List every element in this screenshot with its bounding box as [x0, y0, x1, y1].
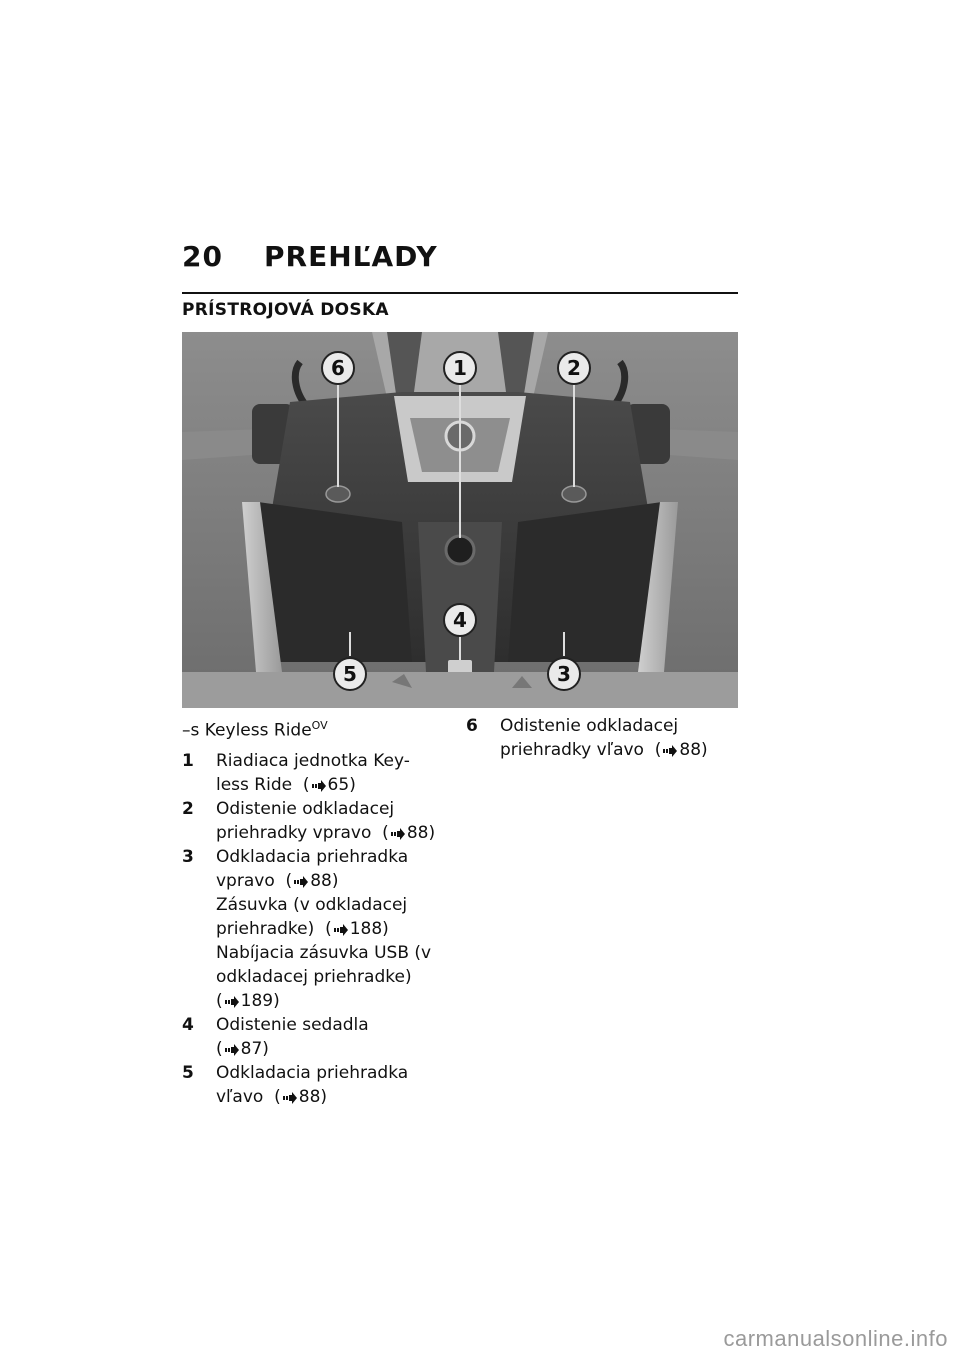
legend-item-6 — [466, 714, 746, 762]
arrow-right-icon — [334, 924, 348, 936]
item-text-line: Nabíjacia zásuvka USB (v — [216, 942, 432, 963]
page-reference[interactable]: ( 65) — [302, 774, 356, 795]
item-text-line: less Ride ( 65) — [216, 774, 356, 795]
page-reference[interactable]: ( 88) — [654, 740, 708, 760]
callout-4 — [444, 604, 476, 636]
svg-text:3: 3 — [557, 662, 571, 686]
page-reference-number: 88 — [298, 1086, 321, 1107]
arrow-right-icon — [225, 1044, 239, 1056]
page-reference-number: 87 — [240, 1038, 263, 1059]
arrow-right-icon — [663, 745, 677, 757]
dashboard-figure — [182, 332, 738, 708]
svg-text:4: 4 — [453, 608, 467, 632]
legend-item-2 — [182, 797, 452, 845]
legend-item-number: 4 — [182, 1014, 194, 1035]
page-reference[interactable]: ( 188) — [325, 918, 389, 939]
page-reference[interactable]: ( 87) — [216, 1038, 269, 1059]
legend-item-number: 6 — [466, 716, 478, 736]
item-text-line — [216, 1037, 452, 1061]
item-text-line: Riadiaca jednotka Key- — [216, 750, 410, 771]
svg-text:1: 1 — [453, 356, 467, 380]
page-reference[interactable]: ( 88) — [274, 1086, 328, 1107]
variant-line — [182, 714, 452, 743]
chapter-title: PREHĽADY — [264, 240, 438, 273]
page-reference[interactable]: ( 88) — [285, 870, 339, 891]
legend-left-column — [182, 714, 452, 1109]
item-text-line: priehradky vľavo ( 88) — [500, 740, 708, 760]
arrow-right-icon — [391, 828, 405, 840]
callout-1 — [444, 352, 476, 384]
page-reference-number: 88 — [310, 870, 332, 891]
arrow-right-icon — [283, 1092, 297, 1104]
page-reference[interactable]: ( 88) — [382, 822, 436, 843]
arrow-right-icon — [312, 780, 326, 792]
section-title: PRÍSTROJOVÁ DOSKA — [182, 300, 389, 320]
svg-text:6: 6 — [331, 356, 345, 380]
svg-text:2: 2 — [567, 356, 581, 380]
item-text-line: Zásuvka (v odkladacej — [216, 894, 408, 915]
legend-item-1 — [182, 749, 452, 797]
item-text-line — [216, 989, 452, 1013]
svg-text:5: 5 — [343, 662, 357, 686]
callout-6 — [322, 352, 354, 384]
legend-right-column — [466, 714, 746, 762]
page-reference-number: 88 — [406, 822, 429, 843]
item-text-line: priehradky vpravo ( 88) — [216, 822, 436, 843]
legend-item-3 — [182, 845, 452, 1013]
item-text-line: Odistenie sedadla — [216, 1014, 369, 1035]
item-text-line: Odistenie odkladacej — [216, 798, 395, 819]
item-text-line: odkladacej priehradke) — [216, 966, 412, 987]
callout-3 — [548, 658, 580, 690]
page-reference[interactable]: ( 189) — [216, 990, 280, 1011]
callout-2 — [558, 352, 590, 384]
legend-item-number: 1 — [182, 750, 194, 771]
legend-item-4 — [182, 1013, 452, 1061]
page-reference-number: 65 — [327, 774, 350, 795]
item-text-line: Odkladacia priehradka — [216, 1062, 409, 1083]
legend-item-5 — [182, 1061, 452, 1109]
legend-item-number: 2 — [182, 798, 194, 819]
variant-text: –s Keyless Ride — [182, 720, 312, 741]
item-text-line: Odkladacia priehradka — [216, 846, 409, 867]
variant-superscript: OV — [311, 719, 328, 732]
legend-item-number: 3 — [182, 846, 194, 867]
watermark: carmanualsonline.info — [723, 1326, 948, 1351]
legend-item-number: 5 — [182, 1062, 194, 1083]
arrow-right-icon — [294, 876, 308, 888]
item-text-line: vľavo ( 88) — [216, 1086, 328, 1107]
callout-5 — [334, 658, 366, 690]
page-reference-number: 188 — [349, 918, 383, 939]
page-reference-number: 88 — [679, 740, 702, 760]
item-text-line: priehradke) ( 188) — [216, 918, 389, 939]
header-rule — [182, 292, 738, 294]
arrow-right-icon — [225, 996, 239, 1008]
scooter-dashboard-illustration — [182, 332, 738, 708]
page-reference-number: 189 — [240, 990, 274, 1011]
item-text-line: vpravo ( 88) — [216, 870, 339, 891]
page-number: 20 — [182, 240, 223, 273]
item-text-line: Odistenie odkladacej — [500, 716, 679, 736]
